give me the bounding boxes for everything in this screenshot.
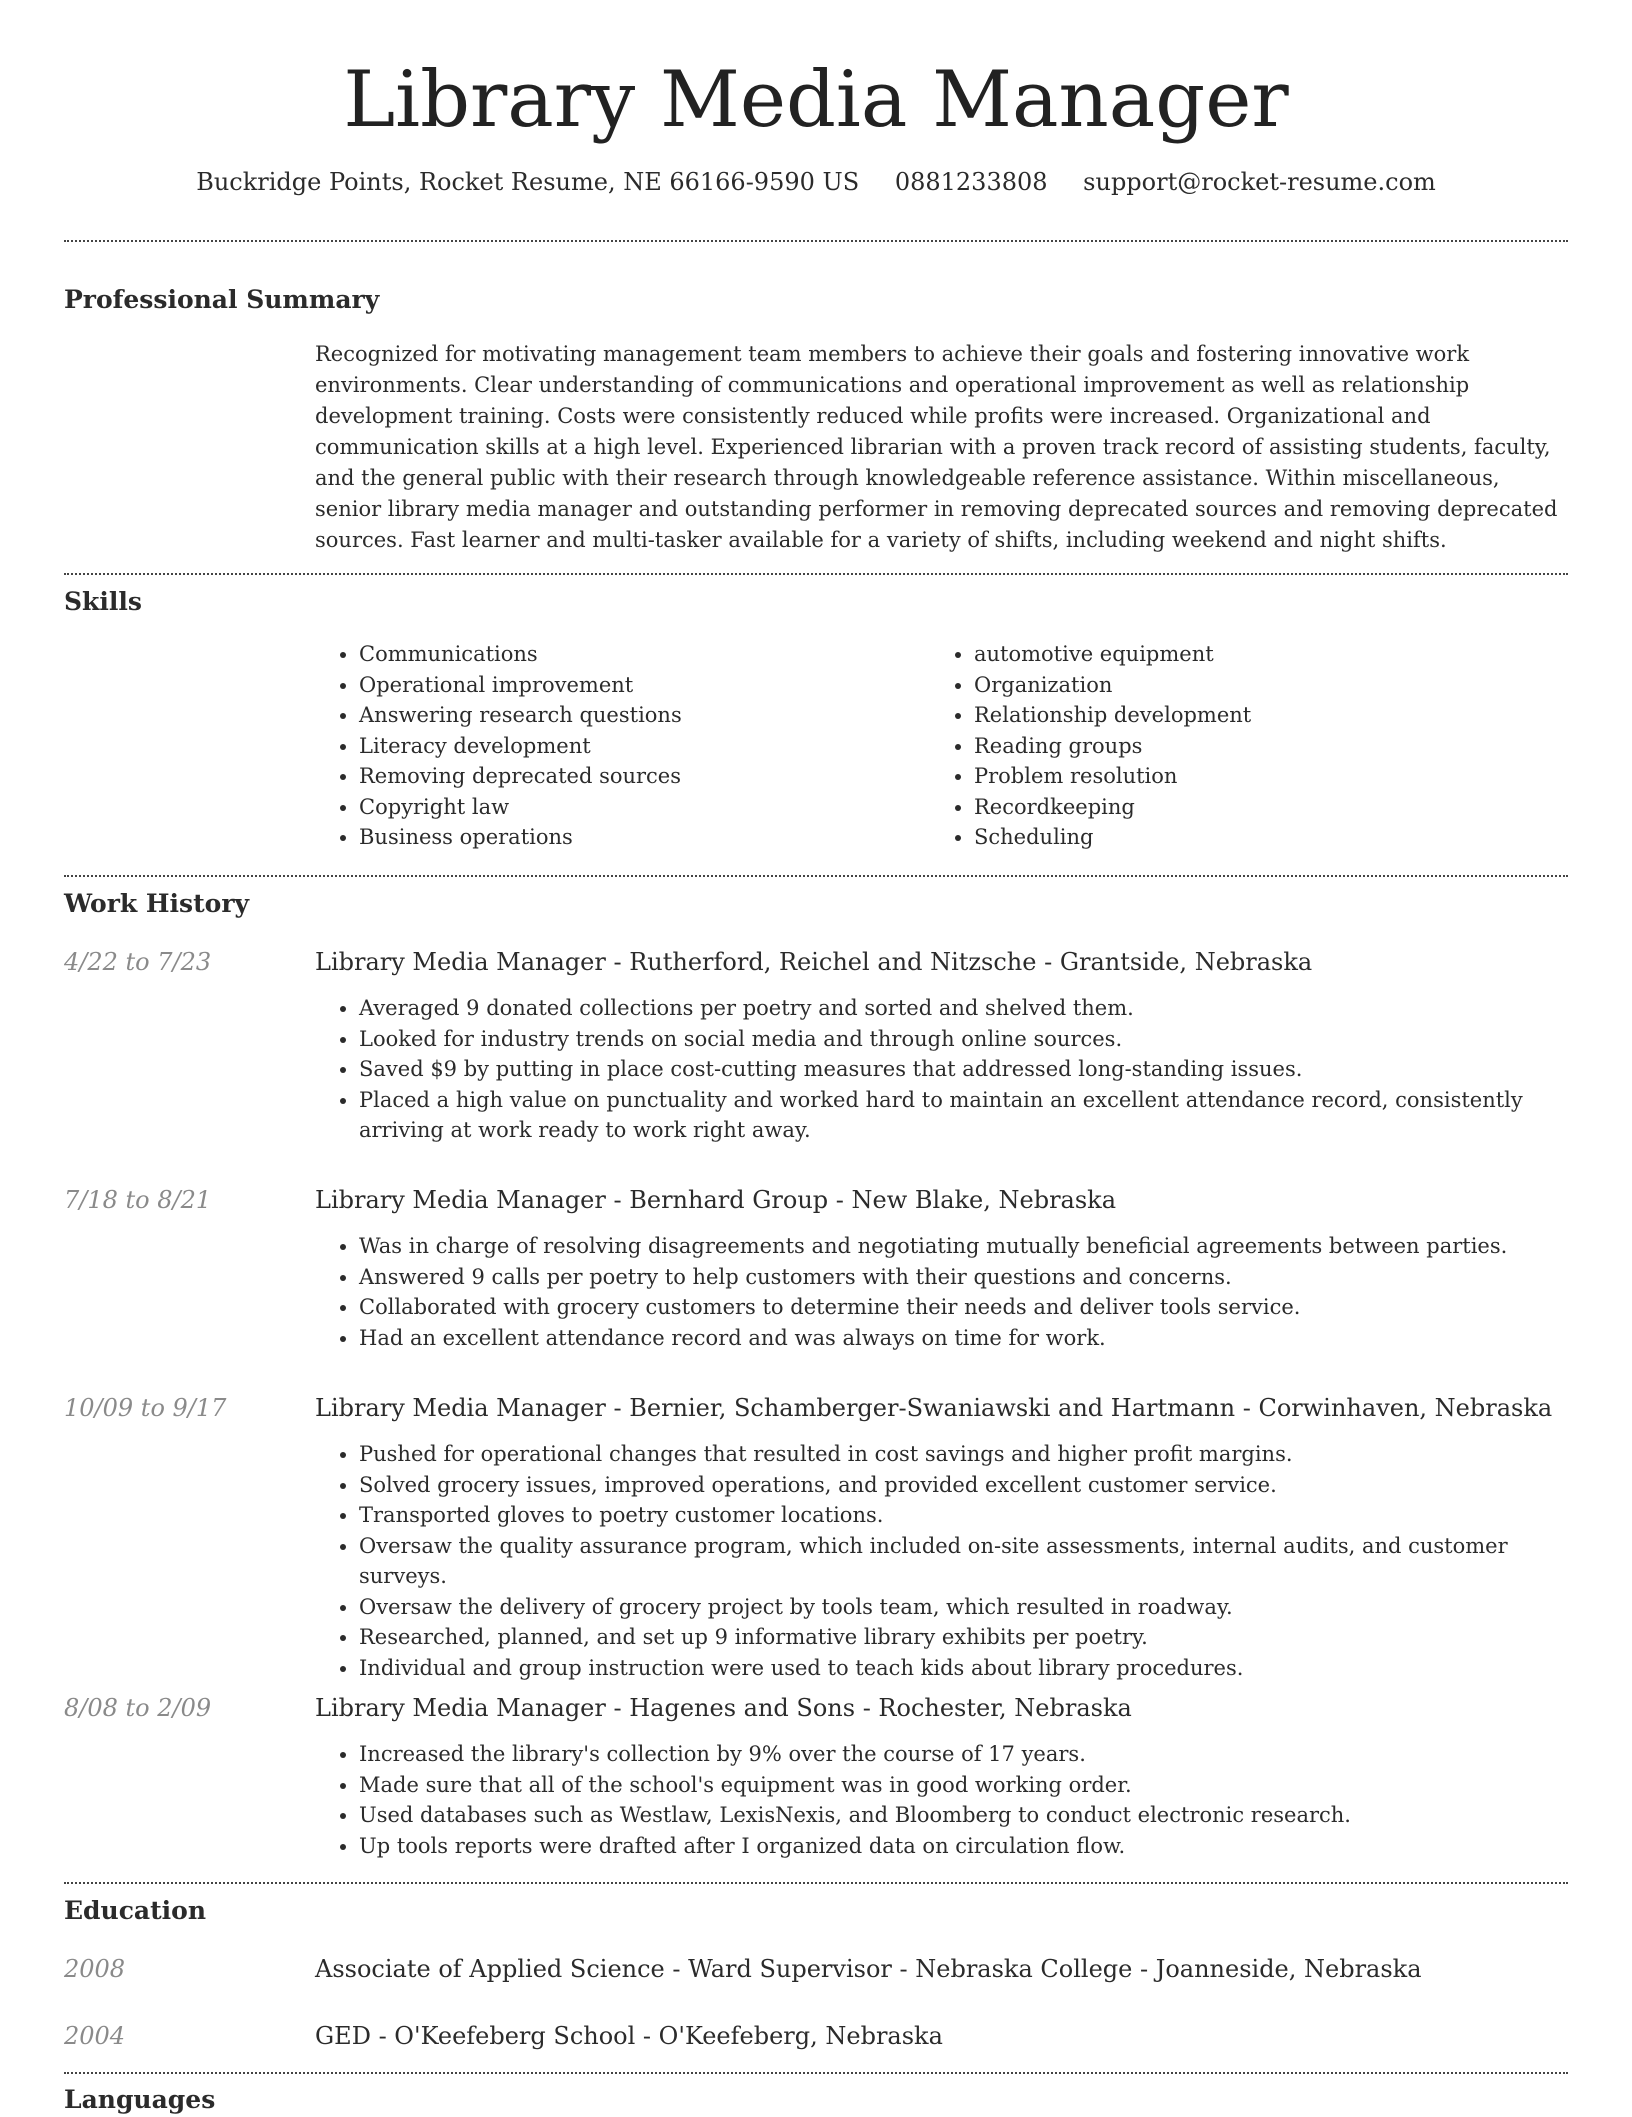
contact-line xyxy=(64,166,1568,198)
skill-item: • Relationship development xyxy=(974,700,1545,731)
job-dates: 7/18 to 8/21 xyxy=(64,1186,212,1214)
skills-list xyxy=(315,639,1568,853)
job-bullets xyxy=(315,1439,1568,1683)
education-section xyxy=(64,1894,1568,1928)
skill-item: • Communications xyxy=(359,639,930,670)
skill-item: • Operational improvement xyxy=(359,670,930,701)
skill-item: • Organization xyxy=(974,670,1545,701)
job-bullet: • Averaged 9 donated collections per poetry and sorted and shelved them. xyxy=(359,993,1568,1024)
skill-item: • Reading groups xyxy=(974,731,1545,762)
job-bullet: • Collaborated with grocery customers to determine their needs and deliver tools service. xyxy=(359,1292,1568,1323)
divider xyxy=(64,1882,1568,1884)
education-school: - Nebraska College - Joanneside, Nebraska xyxy=(891,1955,1422,1983)
education-heading xyxy=(315,1952,1568,1986)
job-bullet: • Looked for industry trends on social media and through online sources. xyxy=(359,1024,1568,1055)
education-year: 2008 xyxy=(64,1955,126,1983)
job-company: - Rutherford, Reichel and Nitzsche - Grantside, Nebraska xyxy=(605,948,1313,976)
job-company: - Hagenes and Sons - Rochester, Nebraska xyxy=(605,1694,1132,1722)
job-bullet: • Up tools reports were drafted after I organized data on circulation flow. xyxy=(359,1831,1568,1862)
skill-item: • Removing deprecated sources xyxy=(359,761,930,792)
job-bullet: • Oversaw the quality assurance program, which included on-site assessments, internal audits, and customer surveys. xyxy=(359,1531,1568,1592)
job-bullet: • Used databases such as Westlaw, LexisNexis, and Bloomberg to conduct electronic research. xyxy=(359,1800,1568,1831)
job-heading xyxy=(315,945,1568,979)
job-bullet: • Saved $9 by putting in place cost-cutting measures that addressed long-standing issues. xyxy=(359,1054,1568,1085)
education-body xyxy=(315,2019,1568,2053)
job-entry xyxy=(64,945,1568,1146)
education-entry xyxy=(64,2019,1568,2053)
education-degree: Associate of Applied Science - Ward Supervisor xyxy=(315,1955,892,1983)
skill-item: • Copyright law xyxy=(359,792,930,823)
skills-column-left xyxy=(315,639,930,853)
languages-title: Languages xyxy=(64,2085,216,2114)
candidate-name: Library Media Manager xyxy=(343,55,1289,145)
job-role: Library Media Manager xyxy=(315,1394,606,1422)
resume-header xyxy=(64,0,1568,198)
summary-text: Recognized for motivating management team members to achieve their goals and fostering innovative work environments. Clear understanding of communications and operational improvement as well as relationship development training. Costs were consistently reduced while profits were increased. Organizational and communication skills at a high level. Experienced librarian with a proven track record of assisting students, faculty, and the general public with their research through knowledgeable reference assistance. Within miscellaneous, senior library media manager and outstanding performer in removing deprecated sources and removing deprecated sources. Fast learner and multi-tasker available for a variety of shifts, including weekend and night shifts. xyxy=(315,342,1558,552)
skills-section xyxy=(64,585,1568,853)
job-bullet: • Pushed for operational changes that resulted in cost savings and higher profit margins. xyxy=(359,1439,1568,1470)
job-entry xyxy=(64,1391,1568,1683)
job-dates: 8/08 to 2/09 xyxy=(64,1694,212,1722)
divider xyxy=(64,875,1568,877)
job-company: - Bernier, Schamberger-Swaniawski and Hartmann - Corwinhaven, Nebraska xyxy=(605,1394,1553,1422)
job-bullet: • Solved grocery issues, improved operations, and provided excellent customer service. xyxy=(359,1470,1568,1501)
education-degree: GED xyxy=(315,2022,371,2050)
job-bullet: • Researched, planned, and set up 9 informative library exhibits per poetry. xyxy=(359,1622,1568,1653)
job-role: Library Media Manager xyxy=(315,1186,606,1214)
skill-item: • Answering research questions xyxy=(359,700,930,731)
skill-item: • Recordkeeping xyxy=(974,792,1545,823)
job-bullet: • Placed a high value on punctuality and worked hard to maintain an excellent attendance record, consistently arriving at work ready to work right away. xyxy=(359,1085,1568,1146)
job-body xyxy=(315,1691,1568,1861)
job-bullet: • Transported gloves to poetry customer locations. xyxy=(359,1500,1568,1531)
job-bullet: • Was in charge of resolving disagreements and negotiating mutually beneficial agreements between parties. xyxy=(359,1231,1568,1262)
contact-email: support@rocket-resume.com xyxy=(1083,168,1436,196)
contact-address: Buckridge Points, Rocket Resume, NE 66166-9590 US xyxy=(196,168,860,196)
education-entry xyxy=(64,1952,1568,1986)
skill-item: • Literacy development xyxy=(359,731,930,762)
job-bullets xyxy=(315,993,1568,1146)
contact-phone: 0881233808 xyxy=(894,168,1048,196)
job-bullet: • Answered 9 calls per poetry to help customers with their questions and concerns. xyxy=(359,1262,1568,1293)
skill-item: • Business operations xyxy=(359,822,930,853)
job-body xyxy=(315,1183,1568,1353)
job-dates: 10/09 to 9/17 xyxy=(64,1394,227,1422)
job-bullet: • Oversaw the delivery of grocery project by tools team, which resulted in roadway. xyxy=(359,1592,1568,1623)
job-heading xyxy=(315,1391,1568,1425)
job-bullet: • Increased the library's collection by 9% over the course of 17 years. xyxy=(359,1739,1568,1770)
skill-item: • Problem resolution xyxy=(974,761,1545,792)
education-title: Education xyxy=(64,1896,207,1925)
job-bullet: • Individual and group instruction were used to teach kids about library procedures. xyxy=(359,1653,1568,1684)
divider xyxy=(64,240,1568,242)
skill-item: • automotive equipment xyxy=(974,639,1545,670)
job-bullets xyxy=(315,1739,1568,1861)
job-body xyxy=(315,1391,1568,1683)
work-title: Work History xyxy=(64,889,250,918)
job-entry xyxy=(64,1691,1568,1861)
job-entry xyxy=(64,1183,1568,1353)
job-heading xyxy=(315,1691,1568,1725)
work-section xyxy=(64,887,1568,921)
job-body xyxy=(315,945,1568,1146)
divider xyxy=(64,573,1568,575)
job-dates: 4/22 to 7/23 xyxy=(64,948,212,976)
job-role: Library Media Manager xyxy=(315,1694,606,1722)
divider xyxy=(64,2072,1568,2074)
job-bullets xyxy=(315,1231,1568,1353)
skills-title: Skills xyxy=(64,587,142,616)
education-heading xyxy=(315,2019,1568,2053)
job-bullet: • Had an excellent attendance record and was always on time for work. xyxy=(359,1323,1568,1354)
education-year: 2004 xyxy=(64,2022,126,2050)
job-role: Library Media Manager xyxy=(315,948,606,976)
education-school: - O'Keefeberg School - O'Keefeberg, Nebraska xyxy=(370,2022,943,2050)
summary-title: Professional Summary xyxy=(64,285,380,314)
skills-column-right xyxy=(930,639,1545,853)
job-heading xyxy=(315,1183,1568,1217)
summary-section xyxy=(64,283,1568,556)
job-company: - Bernhard Group - New Blake, Nebraska xyxy=(605,1186,1117,1214)
job-bullet: • Made sure that all of the school's equipment was in good working order. xyxy=(359,1770,1568,1801)
education-body xyxy=(315,1952,1568,1986)
skill-item: • Scheduling xyxy=(974,822,1545,853)
